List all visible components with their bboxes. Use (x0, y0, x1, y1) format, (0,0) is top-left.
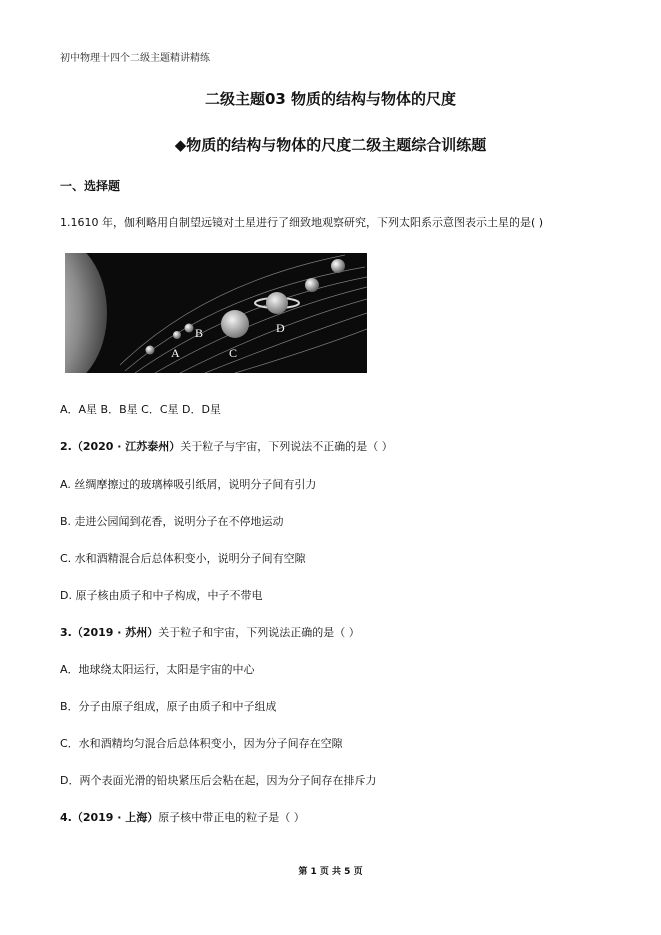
question-2-option-c: C. 水和酒精混合后总体积变小，说明分子间有空隙 (60, 552, 306, 565)
question-4-text: 原子核中带正电的粒子是（ ） (158, 811, 305, 824)
question-3-stem (60, 624, 360, 640)
planet-uranus (305, 278, 319, 292)
page-subtitle: ◆物质的结构与物体的尺度二级主题综合训练题 (174, 136, 487, 154)
question-1-options: A．A星 B．B星 C．C星 D．D星 (60, 403, 221, 416)
solar-system-figure (65, 253, 367, 373)
question-2-source: 2.（2020 · 江苏泰州） (60, 440, 181, 453)
planet-b (185, 324, 194, 333)
question-3-option-d: D．两个表面光滑的铅块紧压后会粘在起，因为分子间存在排斥力 (60, 774, 377, 787)
question-2-option-a: A. 丝绸摩擦过的玻璃棒吸引纸屑，说明分子间有引力 (60, 478, 317, 491)
page-footer: 第 1 页 共 5 页 (298, 867, 363, 877)
question-3-option-c: C．水和酒精均匀混合后总体积变小，因为分子间存在空隙 (60, 737, 343, 750)
question-3-text: 关于粒子和宇宙，下列说法正确的是（ ） (158, 626, 360, 639)
question-1-stem: 1.1610 年，伽利略用自制望远镜对土星进行了细致地观察研究，下列太阳系示意图表示土星的是( ) (60, 216, 544, 229)
question-4-source: 4.（2019 · 上海） (60, 811, 159, 824)
question-2-option-d: D. 原子核由质子和中子构成，中子不带电 (60, 589, 263, 602)
page-title: 二级主题03 物质的结构与物体的尺度 (204, 90, 457, 108)
planet-small (173, 331, 181, 339)
figure-label-d: D (276, 321, 285, 335)
question-2-option-b: B. 走进公园闻到花香，说明分子在不停地运动 (60, 515, 284, 528)
question-2-text: 关于粒子与宇宙，下列说法不正确的是（ ） (180, 440, 393, 453)
question-3-option-b: B．分子由原子组成，原子由质子和中子组成 (60, 700, 277, 713)
page-header: 初中物理十四个二级主题精讲精练 (60, 53, 210, 64)
question-3-option-a: A．地球绕太阳运行，太阳是宇宙的中心 (60, 663, 255, 676)
question-3-source: 3.（2019 · 苏州） (60, 626, 159, 639)
figure-label-c: C (229, 346, 238, 360)
section-heading: 一、选择题 (60, 179, 121, 193)
planet-a (146, 346, 155, 355)
figure-label-a: A (171, 346, 180, 360)
planet-c (221, 310, 249, 338)
question-4-stem (60, 809, 305, 825)
figure-label-b: B (195, 326, 204, 340)
question-2-stem (60, 438, 393, 454)
planet-neptune (331, 259, 345, 273)
